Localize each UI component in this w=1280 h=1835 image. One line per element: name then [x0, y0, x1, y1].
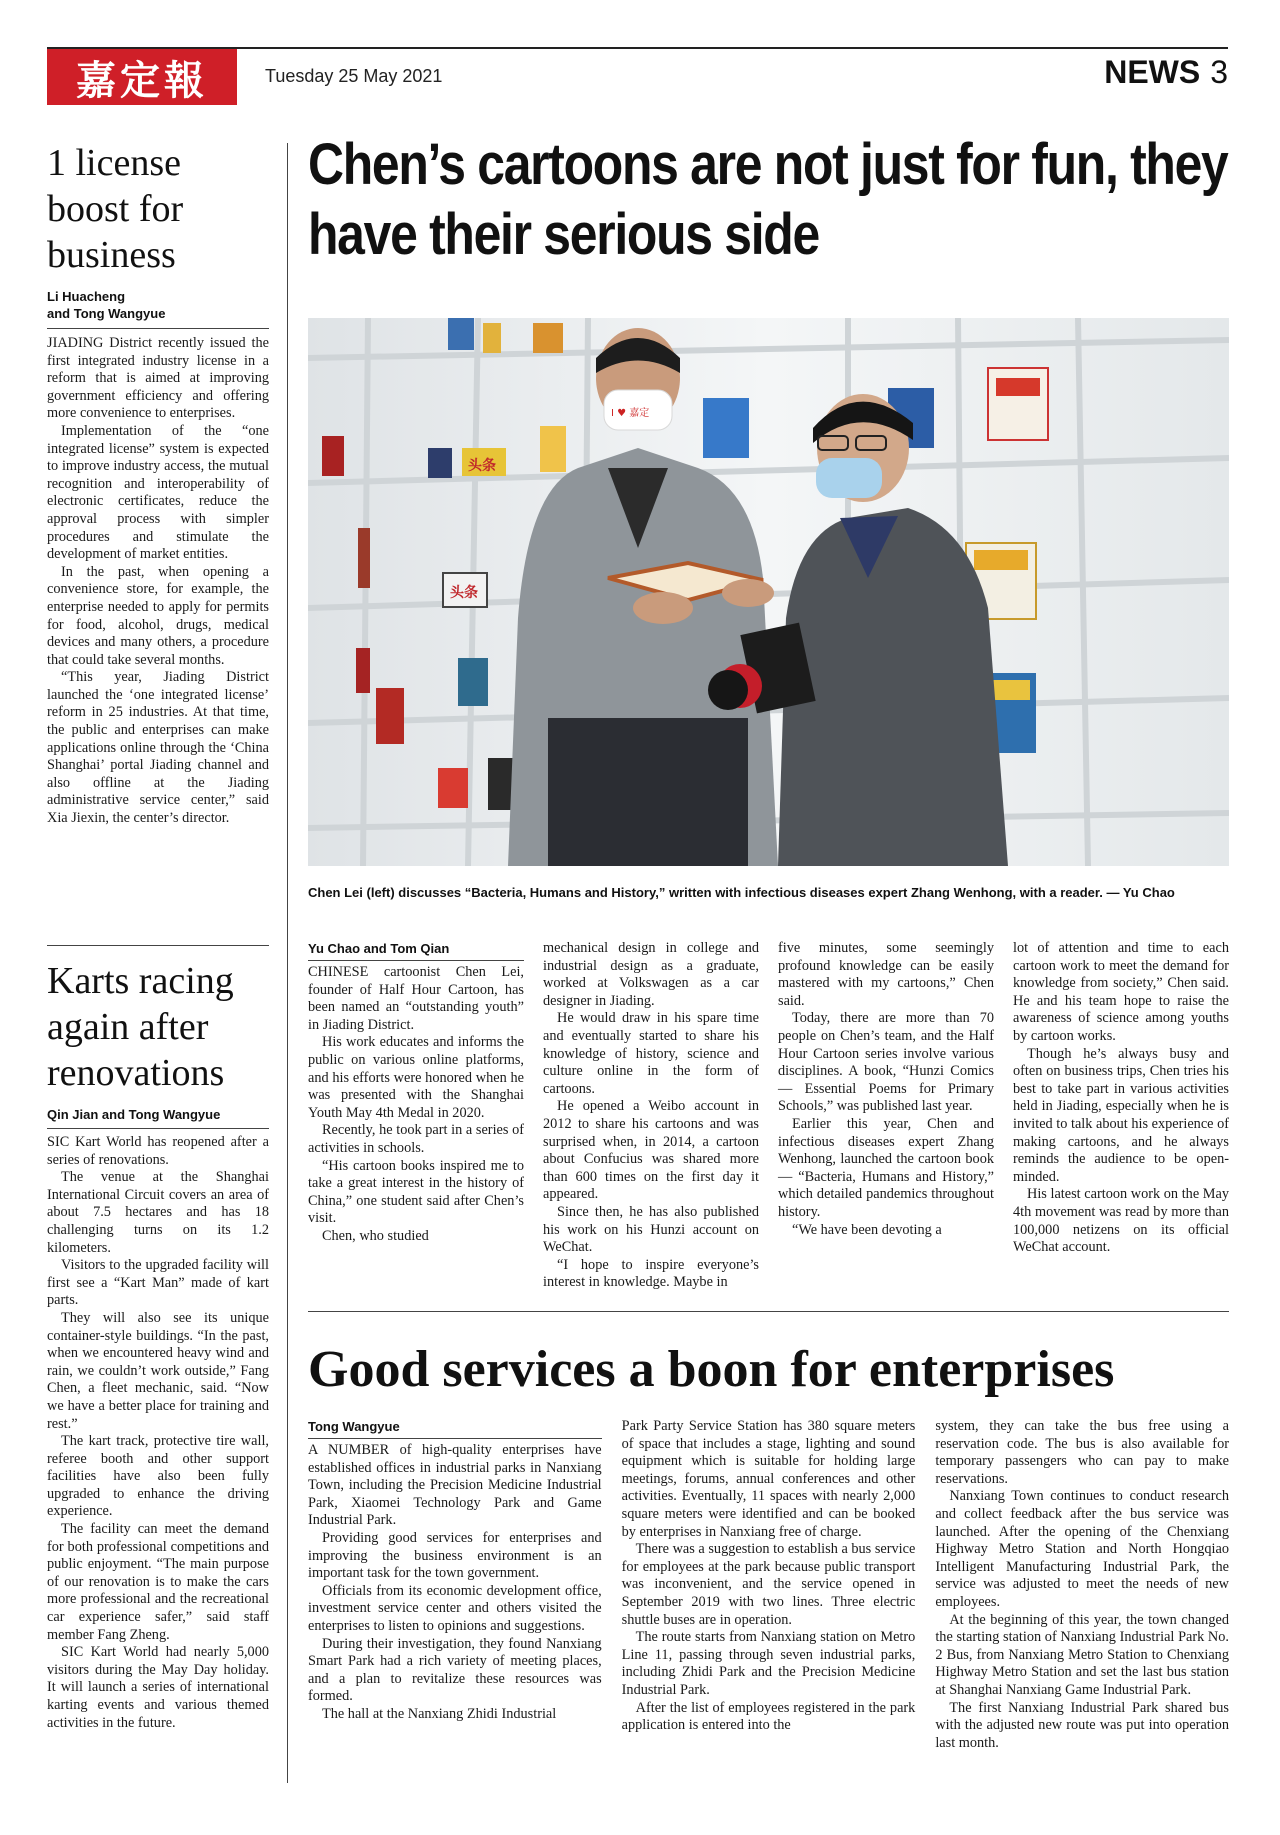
paragraph: Providing good services for enterprises and improving the business environment is an important task for the town government. [308, 1529, 602, 1582]
column-text [308, 1442, 602, 1724]
story-photo [308, 318, 1229, 866]
paragraph: Implementation of the “one integrated license” system is expected to improve industry access, the mutual recognition and interoperability of electronic certificates, reduce the approval process with simpler procedures and stimulate the development of market entities. [47, 422, 269, 563]
byline-rule [47, 1128, 269, 1129]
sidebar-rule [47, 945, 269, 946]
masthead-text: 嘉定報 [76, 56, 208, 104]
paragraph: “I hope to inspire everyone’s interest in knowledge. Maybe in [543, 1256, 759, 1291]
main-headline: Chen’s cartoons are not just for fun, they have their serious side [308, 132, 1228, 267]
column-text [622, 1418, 916, 1735]
paragraph: The route starts from Nanxiang station on Metro Line 11, passing through seven industrial parks, including Zhidi Park and the Precision Medicine Industrial Park. [621, 1629, 916, 1698]
story-byline: Yu Chao and Tom Qian [308, 941, 450, 956]
paragraph: “His cartoon books inspired me to take a great interest in the history of China,” one student said after Chen’s visit. [308, 1157, 524, 1227]
section-rule [308, 1311, 1229, 1312]
page-number: 3 [1210, 54, 1228, 90]
story-byline: Qin Jian and Tong Wangyue [47, 1107, 221, 1122]
column-text [778, 940, 994, 1239]
paragraph: A NUMBER of high-quality enterprises have established offices in industrial parks in Nanxiang Town, including the Precision Medicine Industrial Park, Xiaomei Technology Park and Game Industrial Park. [308, 1442, 602, 1529]
photo-illustration [308, 318, 1229, 866]
paragraph: SIC Kart World has reopened after a series of renovations. [47, 1134, 269, 1168]
paragraph: Chen, who studied [322, 1227, 429, 1244]
story-body [47, 335, 269, 828]
paragraph: “This year, Jiading District launched the ‘one integrated license’ reform in 25 industries. At that time, the public and enterprises can make applications online through the ‘China Shanghai’ portal Jiading channel and also offline at the Jiading administrative service center,” said Xia Jiexin, the center’s director. [47, 669, 269, 827]
byline-rule [308, 1438, 602, 1439]
paragraph: Since then, he has also published his work on his Hunzi account on WeChat. [543, 1203, 759, 1256]
paragraph: The kart track, protective tire wall, referee booth and other support facilities have also been fully upgraded to enhance the driving experience. [47, 1433, 269, 1520]
sign-text: 头条 [468, 458, 496, 474]
paragraph: “We have been devoting a [792, 1221, 942, 1238]
story-column [308, 940, 524, 1292]
column-text [308, 964, 524, 1246]
paragraph: Recently, he took part in a series of activities in schools. [308, 1122, 524, 1156]
story3-headline: Good services a boon for enterprises [308, 1341, 1115, 1398]
story-column [308, 1418, 602, 1752]
story-column [543, 940, 759, 1292]
story-headline: Karts racing again after renovations [47, 960, 234, 1094]
sidebar-story-license [47, 140, 269, 828]
section-label [1104, 54, 1228, 91]
paragraph: His work educates and informs the public on various online platforms, and his efforts were honored when he was presented with the Shanghai Youth May 4th Medal in 2020. [308, 1034, 524, 1121]
paragraph: five minutes, some seemingly profound knowledge can be easily mastered with my cartoons,” Chen said. [778, 940, 994, 1009]
masthead-logo [47, 49, 237, 105]
paragraph: His latest cartoon work on the May 4th movement was read by more than 100,000 netizens on its official WeChat account. [1013, 1186, 1229, 1256]
paragraph: JIADING District recently issued the first integrated industry license in a reform that is aimed at improving government efficiency and offering more convenience to enterprises. [47, 335, 269, 422]
issue-date: Tuesday 25 May 2021 [265, 66, 443, 86]
story-byline [47, 288, 269, 322]
byline-rule [47, 328, 269, 329]
byline-line: and Tong Wangyue [47, 306, 166, 321]
byline-rule [308, 960, 524, 961]
paragraph: Though he’s always busy and often on business trips, Chen tries his best to take part in various activities held in Jiading, especially when he is invited to talk about his experience of making cartoons, and he always reminds the audience to be open-minded. [1013, 1045, 1229, 1185]
paragraph: Park Party Service Station has 380 square meters of space that includes a stage, lighting and sound equipment which is suitable for holding large meetings, forums, annual conferences and other activities. Eventually, 11 spaces with nearly 2,000 square meters were identified and can be booked by enterprises in Nanxiang free of charge. [621, 1418, 916, 1540]
story-column [935, 1418, 1229, 1752]
story3-body [308, 1418, 1229, 1752]
paragraph: The first Nanxiang Industrial Park shared bus with the adjusted new route was put into operation last month. [935, 1699, 1229, 1751]
paragraph: Officials from its economic development office, investment service center and others visited the enterprises to listen to opinions and suggestions. [308, 1582, 602, 1634]
paragraph: He opened a Weibo account in 2012 to share his cartoons and was surprised when, in 2014, a cartoon about Confucius was shared more than 600 times on the first day it appeared. [543, 1098, 759, 1203]
mask-text: I ♥ 嘉定 [611, 408, 650, 419]
paragraph: At the beginning of this year, the town changed the starting station of Nanxiang Industrial Park No. 2 Bus, from Nanxiang Metro Station to Chenxiang Highway Metro Station and set the last bus station at Shanghai Nanxiang Game Industrial Park. [935, 1611, 1229, 1698]
paragraph: Earlier this year, Chen and infectious diseases expert Zhang Wenhong, launched the cartoon book — “Bacteria, Humans and History,” which detailed pandemics throughout history. [778, 1115, 994, 1220]
paragraph: system, they can take the bus free using a reservation code. The bus is also available for temporary passengers who can pay to make reservations. [935, 1418, 1229, 1487]
story-column [622, 1418, 916, 1752]
paragraph: lot of attention and time to each cartoon work to meet the demand for knowledge from society,” Chen said. He and his team hope to raise the awareness of science among youths by cartoon works. [1013, 940, 1229, 1044]
byline-line: Li Huacheng [47, 289, 126, 304]
column-text [935, 1418, 1229, 1752]
paragraph: They will also see its unique container-style buildings. “In the past, when we encountered heavy wind and rain, we couldn’t work outside,” Fang Chen, a fleet mechanic, said. “Now we have a better place for training and rest.” [47, 1309, 269, 1432]
paragraph: In the past, when opening a convenience store, for example, the enterprise needed to apply for permits for food, alcohol, drugs, medical devices and many others, a procedure that could take several months. [47, 563, 269, 668]
paragraph: mechanical design in college and industrial design as a graduate, worked at Volkswagen as a car designer in Jiading. [543, 940, 759, 1009]
section-name: NEWS [1104, 54, 1201, 90]
photo-caption: Chen Lei (left) discusses “Bacteria, Humans and History,” written with infectious diseases expert Zhang Wenhong, with a reader. — Yu Chao [308, 885, 1175, 900]
paragraph: Today, there are more than 70 people on Chen’s team, and the Half Hour Cartoon series involve various disciplines. A book, “Hunzi Comics — Essential Poems for Primary Schools,” was published last year. [778, 1010, 994, 1115]
paragraph: During their investigation, they found Nanxiang Smart Park had a rich variety of meeting places, and a plan to revitalize these resources was formed. [308, 1635, 602, 1705]
story-column [1013, 940, 1229, 1292]
story-headline: 1 license boost for business [47, 142, 184, 276]
story-body [47, 1134, 269, 1732]
paragraph: The hall at the Nanxiang Zhidi Industrial [322, 1705, 557, 1722]
paragraph: SIC Kart World had nearly 5,000 visitors during the May Day holiday. It will launch a series of international karting events and various themed activities in the future. [47, 1644, 269, 1731]
paragraph: Visitors to the upgraded facility will first see a “Kart Man” made of kart parts. [47, 1257, 269, 1309]
paragraph: CHINESE cartoonist Chen Lei, founder of Half Hour Cartoon, has been named an “outstanding youth” in Jiading District. [308, 964, 524, 1033]
column-divider [287, 143, 288, 1783]
column-text [1013, 940, 1229, 1257]
paragraph: The facility can meet the demand for both professional competitions and public enjoyment. “The main purpose of our renovation is to make the cars more professional and the recreational car experience safer,” said staff member Fang Zheng. [47, 1521, 269, 1643]
column-text [543, 940, 759, 1292]
paragraph: He would draw in his spare time and eventually started to share his knowledge of history, science and culture online in the form of cartoons. [543, 1010, 759, 1097]
paragraph: After the list of employees registered in the park application is entered into the [621, 1699, 916, 1734]
paragraph: The venue at the Shanghai International Circuit covers an area of about 7.5 hectares and has 18 challenging turns on its 1.2 kilometers. [47, 1169, 269, 1256]
sign-text: 头条 [450, 585, 478, 601]
main-story-body [308, 940, 1229, 1292]
sidebar-story-karts [47, 958, 269, 1732]
story-byline: Tong Wangyue [308, 1419, 400, 1434]
paragraph: Nanxiang Town continues to conduct research and collect feedback after the bus service was launched. After the opening of the Chenxiang Highway Metro Station and North Hongqiao Intelligent Manufacturing Industrial Park, the service was adjusted to meet the needs of new employees. [935, 1488, 1229, 1610]
paragraph: There was a suggestion to establish a bus service for employees at the park because public transport was inconvenient, and the service opened in September 2019 with two lines. Three electric shuttle buses are in operation. [621, 1541, 916, 1628]
story-column [778, 940, 994, 1292]
